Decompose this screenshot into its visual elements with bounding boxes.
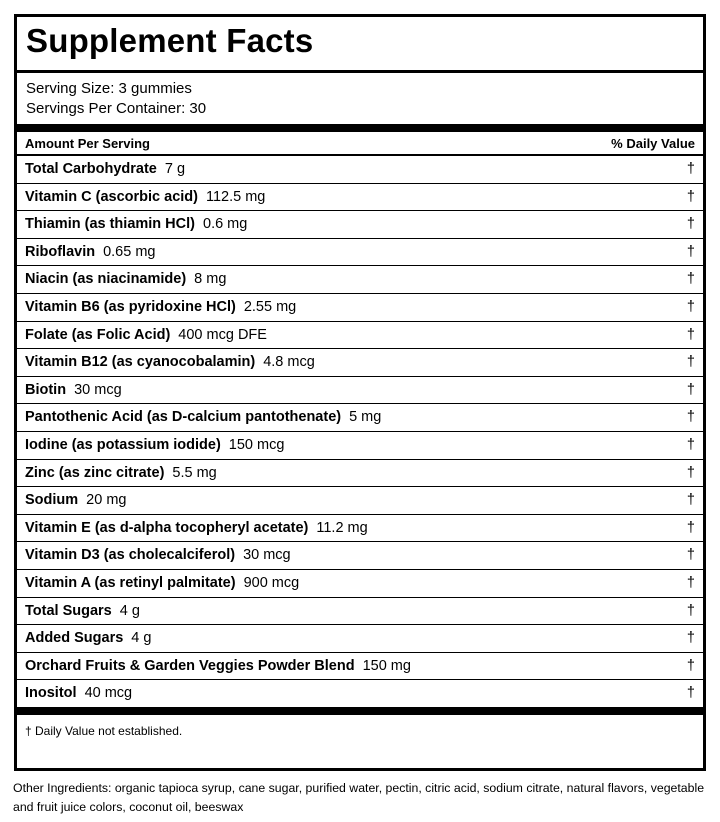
nutrient-row	[17, 432, 703, 460]
nutrient-row	[17, 570, 703, 598]
nutrient-name: Vitamin C (ascorbic acid)	[25, 188, 198, 205]
nutrient-name: Vitamin B12 (as cyanocobalamin)	[25, 354, 256, 371]
nutrient-amount: 0.6 mg	[203, 216, 248, 233]
daily-value-marker: †	[686, 161, 695, 177]
footnote: † Daily Value not established.	[25, 724, 183, 738]
nutrient-name: Total Carbohydrate	[25, 161, 157, 177]
daily-value-marker: †	[686, 657, 695, 674]
nutrient-amount: 4.8 mcg	[263, 354, 315, 371]
nutrient-amount: 5 mg	[349, 409, 382, 426]
nutrient-amount: 2.55 mg	[243, 298, 297, 315]
nutrient-name: Riboflavin	[25, 243, 96, 260]
nutrient-name: Biotin	[25, 381, 67, 398]
nutrient-name: Vitamin B6 (as pyridoxine HCl)	[25, 298, 236, 315]
nutrient-name: Total Sugars	[25, 602, 112, 619]
nutrient-row	[17, 598, 703, 626]
nutrient-row	[17, 460, 703, 488]
daily-value-marker: †	[686, 381, 695, 398]
nutrient-amount: 400 mcg DFE	[178, 326, 267, 343]
daily-value-label: % Daily Value	[611, 136, 695, 151]
nutrient-row	[17, 404, 703, 432]
supplement-facts-panel	[14, 14, 706, 771]
nutrient-amount: 150 mcg	[228, 436, 285, 453]
serving-info	[26, 79, 206, 119]
daily-value-marker: †	[686, 519, 695, 536]
nutrient-amount: 40 mcg	[84, 685, 133, 702]
thick-divider-top	[17, 124, 703, 132]
daily-value-marker: †	[686, 685, 695, 702]
serving-size: Serving Size: 3 gummies	[26, 80, 192, 97]
nutrient-amount: 30 mcg	[74, 381, 122, 398]
nutrient-amount: 112.5 mg	[205, 188, 266, 205]
nutrient-row	[17, 211, 703, 239]
daily-value-marker: †	[686, 409, 695, 426]
daily-value-marker: †	[686, 216, 695, 233]
nutrient-row	[17, 184, 703, 212]
nutrient-amount: 150 mg	[362, 657, 411, 674]
daily-value-marker: †	[686, 492, 695, 509]
nutrient-name: Thiamin (as thiamin HCl)	[25, 216, 195, 233]
nutrient-name: Inositol	[25, 685, 77, 702]
nutrient-name: Sodium	[25, 492, 79, 509]
nutrient-name: Vitamin A (as retinyl palmitate)	[25, 574, 236, 591]
nutrient-amount: 0.65 mg	[103, 243, 156, 260]
daily-value-marker: †	[686, 602, 695, 619]
nutrient-name: Pantothenic Acid (as D-calcium pantothenate)	[25, 409, 342, 426]
daily-value-marker: †	[686, 436, 695, 453]
daily-value-marker: †	[686, 574, 695, 591]
daily-value-marker: †	[686, 243, 695, 260]
nutrient-row	[17, 377, 703, 405]
nutrient-row	[17, 239, 703, 267]
daily-value-marker: †	[686, 547, 695, 564]
nutrient-row	[17, 515, 703, 543]
nutrient-row	[17, 156, 703, 184]
nutrient-row	[17, 349, 703, 377]
nutrient-amount: 11.2 mg	[316, 519, 368, 536]
daily-value-marker: †	[686, 298, 695, 315]
daily-value-marker: †	[686, 464, 695, 481]
nutrient-amount: 8 mg	[194, 271, 227, 288]
nutrient-row	[17, 294, 703, 322]
nutrient-name: Added Sugars	[25, 630, 124, 647]
nutrient-row	[17, 322, 703, 350]
nutrient-row	[17, 653, 703, 681]
nutrient-name: Vitamin E (as d-alpha tocopheryl acetate)	[25, 519, 309, 536]
nutrient-amount: 30 mcg	[243, 547, 291, 564]
servings-per-container: Servings Per Container: 30	[26, 100, 207, 117]
nutrient-name: Niacin (as niacinamide)	[25, 271, 187, 288]
nutrient-row	[17, 266, 703, 294]
daily-value-marker: †	[686, 354, 695, 371]
title-divider	[17, 70, 703, 73]
panel-title: Supplement Facts	[26, 22, 314, 59]
amount-per-serving-label: Amount Per Serving	[25, 136, 150, 151]
nutrient-row	[17, 625, 703, 653]
nutrient-row	[17, 542, 703, 570]
nutrient-amount: 900 mcg	[243, 574, 300, 591]
nutrient-amount: 4 g	[119, 602, 140, 619]
daily-value-marker: †	[686, 271, 695, 288]
daily-value-marker: †	[686, 326, 695, 343]
nutrient-amount: 20 mg	[86, 492, 127, 509]
nutrient-row	[17, 487, 703, 515]
nutrient-name: Orchard Fruits & Garden Veggies Powder Blend	[25, 657, 355, 674]
column-header	[25, 135, 695, 153]
nutrient-name: Folate (as Folic Acid)	[25, 326, 171, 343]
thick-divider-bottom	[17, 707, 703, 715]
nutrient-name: Vitamin D3 (as cholecalciferol)	[25, 547, 236, 564]
other-ingredients: Other Ingredients: organic tapioca syrup, cane sugar, purified water, pectin, citric acid, sodium citrate, natural flavors, vegetable and fruit juice colors, coconut oil, beeswax	[13, 781, 705, 814]
daily-value-marker: †	[686, 630, 695, 647]
nutrient-name: Zinc (as zinc citrate)	[25, 464, 165, 481]
nutrient-row	[17, 680, 703, 708]
nutrient-amount: 4 g	[131, 630, 152, 647]
nutrient-amount: 7 g	[164, 161, 186, 177]
daily-value-marker: †	[686, 188, 695, 205]
nutrient-name: Iodine (as potassium iodide)	[25, 436, 221, 453]
nutrient-table	[17, 154, 703, 708]
nutrient-amount: 5.5 mg	[172, 464, 217, 481]
